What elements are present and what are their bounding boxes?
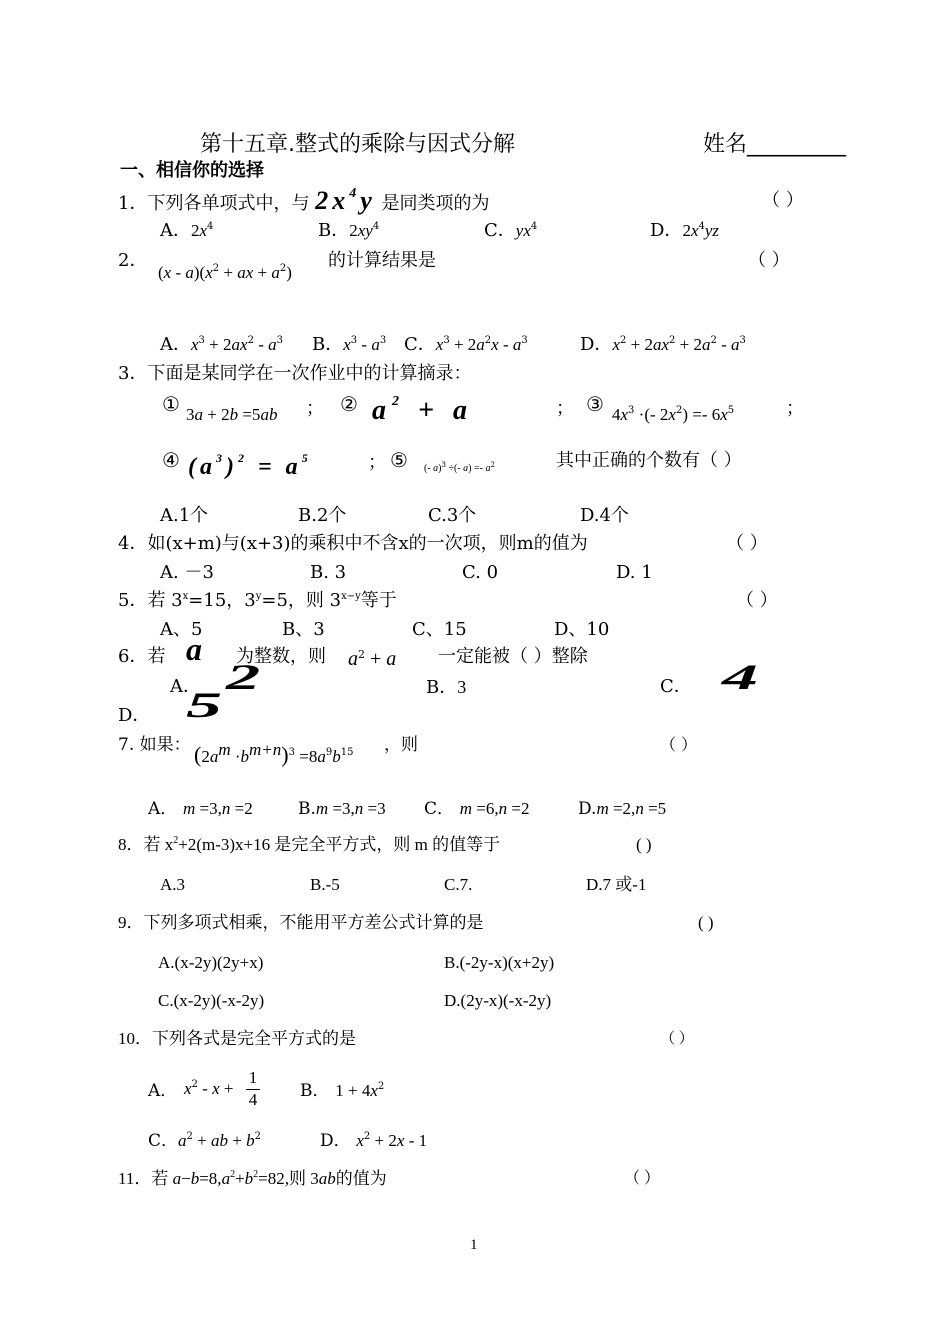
q2-option-c[interactable]: C．$x^3 + 2a^2x - a^3$ xyxy=(404,334,528,355)
q3-item-2: $a^2 + a$ xyxy=(372,394,473,426)
q7-d-label: D. xyxy=(578,799,597,819)
q8-option-b[interactable]: B.-5 xyxy=(310,875,340,894)
q5-sup-x: x xyxy=(182,591,189,602)
section-heading: 一、相信你的选择 xyxy=(120,160,264,181)
q9-option-c[interactable]: C.(x-2y)(-x-2y) xyxy=(158,991,265,1010)
q6-formula: $a^2 + a$ xyxy=(348,648,397,670)
q1-stem xyxy=(118,186,490,215)
q10-option-a-fraction xyxy=(246,1068,260,1110)
q8-answer-paren[interactable]: ( ) xyxy=(636,835,652,854)
q10-d-label: D． xyxy=(320,1131,351,1151)
q6-option-c-value: 4 xyxy=(722,657,758,697)
q5-option-a[interactable]: A、5 xyxy=(160,619,203,640)
q5-text-a: 5．若 3 xyxy=(118,590,183,611)
q7-option-c[interactable]: C． m =6,n =2 xyxy=(424,799,530,819)
q1-b-label: B． xyxy=(318,220,350,241)
q10-a-label: A． xyxy=(148,1081,178,1101)
q3-item-5: (- a)$^3$ ÷(- $a) =- a^2$ xyxy=(424,461,495,474)
q3-tail: 其中正确的个数有（ ） xyxy=(556,450,742,471)
q11-text-c: + xyxy=(235,1169,245,1188)
q1-answer-paren[interactable]: （ ） xyxy=(762,190,804,211)
q10-answer-paren[interactable]: （ ） xyxy=(660,1031,694,1047)
q7-c-label: C． xyxy=(424,799,455,819)
q3-option-a[interactable]: A.1个 xyxy=(160,505,209,526)
q5-sup-xy: x−y xyxy=(341,591,361,602)
q1-text-b: 是同类项的为 xyxy=(381,193,490,214)
q4-answer-paren[interactable]: （ ） xyxy=(726,533,768,554)
q10-stem: 10．下列各式是完全平方式的是 xyxy=(118,1029,356,1048)
name-blank[interactable]: _________ xyxy=(747,132,847,157)
q9-answer-paren[interactable]: ( ) xyxy=(698,913,714,932)
q5-text-d: 等于 xyxy=(360,590,397,611)
fraction-numerator: 1 xyxy=(248,1068,258,1087)
q5-text-b: =15，3 xyxy=(188,590,256,611)
q2-text: 的计算结果是 xyxy=(328,250,436,271)
q6-variable-a: a xyxy=(186,631,202,667)
q3-item-3: $4x^3$ ·(- $2x^2) =- 6x^5$ xyxy=(612,405,735,424)
q2-a-label: A． xyxy=(160,334,191,355)
q10-option-d[interactable]: D． $x^2 + 2x - 1$ xyxy=(320,1131,428,1151)
q4-option-d[interactable]: D. 1 xyxy=(616,562,653,583)
q11-text-a: 11．若 xyxy=(118,1169,169,1188)
q6-text-c: 一定能被（ ）整除 xyxy=(438,646,588,667)
q3-semicolon-4: ； xyxy=(368,452,386,473)
q3-item-3-mark: ③ xyxy=(586,392,604,416)
q1-formula: $2x^4y$ xyxy=(315,186,376,215)
q9-option-d[interactable]: D.(2y-x)(-x-2y) xyxy=(444,991,552,1010)
page-title: 第十五章.整式的乘除与因式分解 xyxy=(200,132,515,157)
q10-b-label: B． xyxy=(300,1081,330,1101)
q8-option-d[interactable]: D.7 或-1 xyxy=(586,875,647,894)
q1-a-label: A． xyxy=(160,220,191,241)
q5-stem xyxy=(118,590,397,612)
q6-option-a-value: 2 xyxy=(226,657,261,697)
fraction-denominator: 4 xyxy=(246,1089,260,1110)
q6-text-b: 为整数，则 xyxy=(236,646,326,667)
q4-option-a[interactable]: A. －3 xyxy=(160,562,214,583)
q1-d-label: D． xyxy=(650,220,683,241)
q3-item-1: 3a + 2b =5ab xyxy=(186,405,278,424)
q3-item-5-mark: ⑤ xyxy=(390,448,408,472)
q3-semicolon-2: ； xyxy=(556,398,574,419)
q5-option-d[interactable]: D、10 xyxy=(554,619,610,640)
q8-option-a[interactable]: A.3 xyxy=(160,875,186,894)
q2-formula: $(x - a)(x^2$ + ax + $a^2$) xyxy=(158,263,292,282)
q11-stem: 11．若 $a-b=8,a^2+b^2=82$,则 3ab的值为 xyxy=(118,1169,387,1188)
q1-text-a: 1．下列各单项式中，与 xyxy=(118,193,310,214)
q3-stem: 3．下面是某同学在一次作业中的计算摘录： xyxy=(118,363,472,384)
q8-text-b: +2(m-3)x+16 是完全平方式，则 m 的值等于 xyxy=(178,835,501,854)
q7-text-a: 7. 如果： xyxy=(118,735,191,755)
q10-option-a-formula: $x^2$ - x + xyxy=(184,1079,234,1098)
q6-option-c-label[interactable]: C． xyxy=(660,676,692,697)
q5-answer-paren[interactable]: （ ） xyxy=(736,590,778,611)
q7-option-d[interactable]: D.m =2,n =5 xyxy=(578,799,667,819)
q2-answer-paren[interactable]: （ ） xyxy=(748,250,790,271)
q3-item-2-mark: ② xyxy=(340,392,358,416)
q3-option-d[interactable]: D.4个 xyxy=(580,505,629,526)
q2-d-label: D． xyxy=(580,334,613,355)
q2-option-d[interactable]: D．$x^2 + 2ax^2 + 2a^2 - a^3$ xyxy=(580,334,746,355)
name-label-text: 姓名 xyxy=(703,132,748,157)
q4-option-c[interactable]: C. 0 xyxy=(462,562,499,583)
q10-c-label: C． xyxy=(148,1131,179,1151)
q11-text-d: =82,则 3 xyxy=(258,1169,319,1188)
q5-sup-y: y xyxy=(255,591,262,602)
q3-semicolon-3: ； xyxy=(786,398,804,419)
q6-option-a-label[interactable]: A． xyxy=(170,676,201,697)
q8-stem: 8．若 $x^2+2(m-3)x+16$ 是完全平方式，则 m 的值等于 xyxy=(118,835,501,854)
q1-option-d[interactable]: D．$2x^4yz$ xyxy=(650,220,720,241)
q3-option-c[interactable]: C.3个 xyxy=(428,505,477,526)
q1-c-label: C． xyxy=(484,220,516,241)
q11-answer-paren[interactable]: （ ） xyxy=(624,1170,661,1187)
q5-option-c[interactable]: C、15 xyxy=(412,619,467,640)
q6-option-d-value: 5 xyxy=(186,685,222,725)
q9-stem: 9．下列多项式相乘，不能用平方差公式计算的是 xyxy=(118,913,484,932)
q10-option-b[interactable]: B． $1 + 4x^2$ xyxy=(300,1081,385,1101)
q6-text-a: 6．若 xyxy=(118,646,166,667)
q9-option-b[interactable]: B.(-2y-x)(x+2y) xyxy=(444,953,555,972)
q9-option-a[interactable]: A.(x-2y)(2y+x) xyxy=(158,953,264,972)
q7-answer-paren[interactable]: （ ） xyxy=(660,735,698,754)
q7-option-b[interactable]: B.m =3,n =3 xyxy=(298,799,386,819)
q7-b-label: B. xyxy=(298,799,316,819)
page-number: 1 xyxy=(470,1237,478,1253)
q3-item-1-mark: ① xyxy=(162,392,180,416)
q8-option-c[interactable]: C.7. xyxy=(444,875,473,894)
q2-c-label: C． xyxy=(404,334,436,355)
q7-text-b: ，则 xyxy=(384,735,418,755)
q1-option-a[interactable]: A．$2x^4$ xyxy=(160,220,214,241)
q3-item-4-mark: ④ xyxy=(162,448,180,472)
q7-a-label: A． xyxy=(148,799,178,819)
q11-text-e: 的值为 xyxy=(335,1169,387,1188)
q2-number: 2． xyxy=(118,250,148,271)
name-label xyxy=(703,131,846,159)
q6-option-b[interactable]: B．3 xyxy=(426,677,467,698)
q3-option-b[interactable]: B.2个 xyxy=(298,505,347,526)
q10-option-a[interactable] xyxy=(148,1080,177,1102)
q2-option-b[interactable]: B．$x^3 - a^3$ xyxy=(312,334,387,355)
q2-option-a[interactable]: A．$x^3 + 2ax^2 - a^3$ xyxy=(160,334,283,355)
q10-option-c[interactable]: C．$a^2$ + ab + $b^2$ xyxy=(148,1131,261,1151)
q3-item-4: $(a^3)^2 = a^5$ xyxy=(188,451,312,480)
q4-option-b[interactable]: B. 3 xyxy=(310,562,347,583)
q8-text-a: 8．若 x xyxy=(118,835,174,854)
q3-semicolon-1: ； xyxy=(306,398,324,419)
q6-b-label: B． xyxy=(426,677,458,698)
q11-text-b: =8, xyxy=(199,1169,222,1188)
q5-option-b[interactable]: B、3 xyxy=(282,619,325,640)
q4-stem: 4．如(x+m)与(x+3)的乘积中不含x的一次项，则m的值为 xyxy=(118,533,588,554)
q1-option-b[interactable]: B．$2xy^4$ xyxy=(318,220,380,241)
q7-option-a[interactable]: A． m =3,n =2 xyxy=(148,799,253,819)
q5-text-c: =5，则 3 xyxy=(261,590,342,611)
q7-formula: $(2a^m \cdot b^{m+n})^3 =8a^9b^{15}$ xyxy=(194,740,354,767)
q1-option-c[interactable]: C．$yx^4$ xyxy=(484,220,538,241)
q6-option-d-label[interactable]: D． xyxy=(118,705,151,726)
q2-b-label: B． xyxy=(312,334,344,355)
